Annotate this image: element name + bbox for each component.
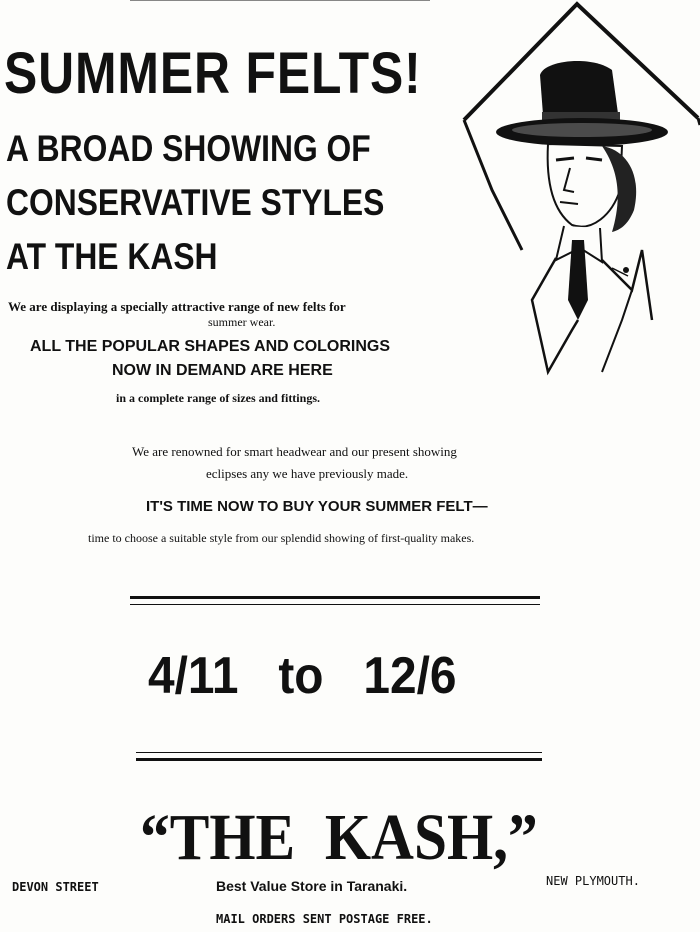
shapes-line-1: ALL THE POPULAR SHAPES AND COLORINGS [30,338,391,355]
footer-town: NEW PLYMOUTH. [546,874,640,888]
shapes-line-3: in a complete range of sizes and fittings. [116,391,320,405]
subhead-line-3: AT THE KASH [6,236,218,277]
footer-street: DEVON STREET [12,880,99,894]
intro-line-1: We are displaying a specially attractive range of new felts for [8,299,346,314]
man-in-felt-hat-icon [452,0,700,380]
shapes-line-2: NOW IN DEMAND ARE HERE [112,362,333,379]
call-to-action: IT'S TIME NOW TO BUY YOUR SUMMER FELT— [146,498,488,515]
subhead-line-1: A BROAD SHOWING OF [6,128,371,169]
price-range [148,646,457,706]
price-word: to [278,647,324,705]
footer-mail: MAIL ORDERS SENT POSTAGE FREE. [216,912,433,926]
price-to: 12/6 [363,647,457,705]
headline: SUMMER FELTS! [4,41,422,106]
choose-text: time to choose a suitable style from our splendid showing of first-quality makes. [88,531,475,545]
top-rule [130,0,430,1]
subhead-line-2: CONSERVATIVE STYLES [6,182,385,223]
price-rule-bottom-thin [136,752,542,753]
price-rule-bottom [136,758,542,761]
footer-tagline: Best Value Store in Taranaki. [216,878,408,894]
price-rule-top-thin [130,604,540,605]
renowned-line-2: eclipses any we have previously made. [206,466,409,481]
store-name: “THE KASH,” [140,801,538,874]
price-from: 4/11 [148,647,239,705]
price-rule-top [130,596,540,599]
intro-line-2: summer wear. [208,315,276,329]
renowned-line-1: We are renowned for smart headwear and our present showing [132,444,457,459]
